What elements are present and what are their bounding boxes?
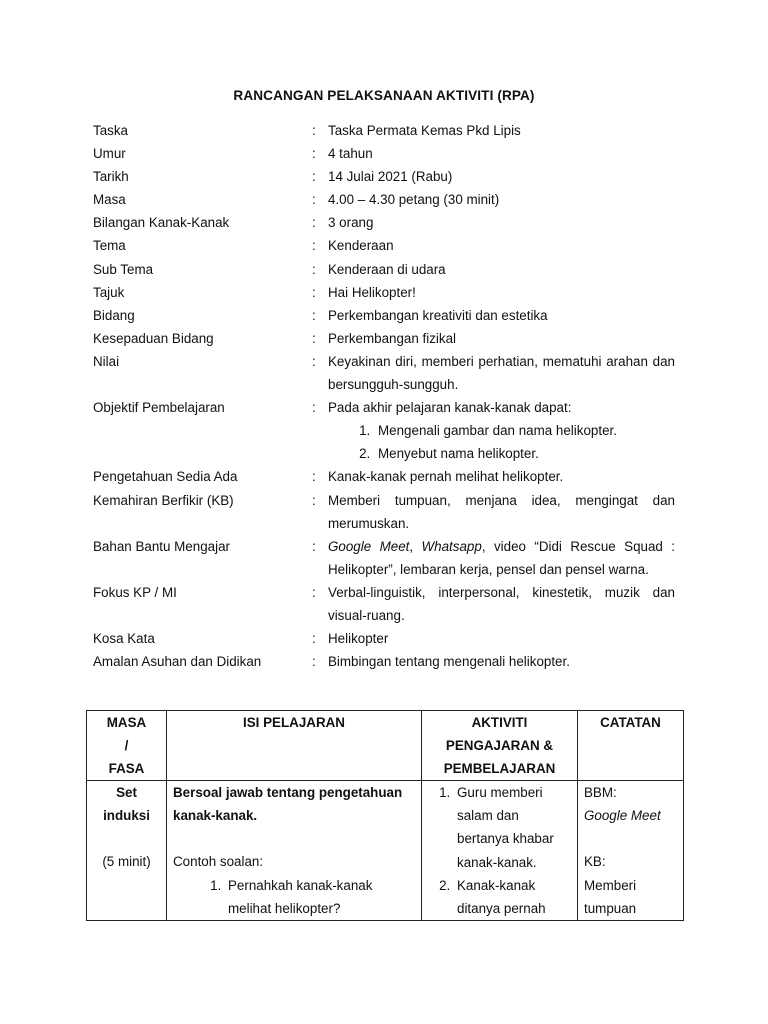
list-item: 1. Guru memberi salam dan bertanya khabar kanak-kanak. [454,781,571,873]
cell-aktiviti [422,781,578,921]
info-row [93,188,675,211]
info-label: Bidang [93,307,135,323]
aktiviti-list [428,781,571,920]
info-label: Tarikh [93,169,129,185]
info-row [93,650,675,673]
info-value: 14 Julai 2021 (Rabu) [328,169,453,185]
info-label: Bahan Bantu Mengajar [93,538,230,554]
info-row [93,627,675,650]
info-value: 3 orang [328,215,374,231]
isi-subheading: Contoh soalan: [173,854,264,870]
list-item: 1. Pernahkah kanak-kanak melihat helikopter? [225,874,415,920]
info-value: Helikopter [328,631,389,647]
info-label: Objektif Pembelajaran [93,400,225,416]
bahan-google-meet: Google Meet [328,538,410,554]
info-colon: : [312,261,316,277]
info-label: Nilai [93,353,120,369]
header-text: / [124,738,129,754]
info-colon: : [312,330,316,346]
list-item: 2. Menyebut nama helikopter. [374,442,675,465]
catatan-kb-value: Memberi tumpuan [584,877,637,916]
cell-fasa [87,781,167,921]
fasa-text: induksi [103,808,150,824]
info-value: Perkembangan kreativiti dan estetika [328,307,548,323]
table-header-row [87,711,684,781]
info-value: Taska Permata Kemas Pkd Lipis [328,123,521,138]
info-value: 4 tahun [328,146,373,162]
info-value: Bimbingan tentang mengenali helikopter. [328,654,570,670]
catatan-bbm-value: Google Meet [584,808,661,824]
header-text: MASA [106,715,147,730]
info-value [328,535,675,581]
header-isi-pelajaran [167,711,422,781]
info-label: Tema [93,238,126,254]
info-value [328,396,675,465]
info-colon: : [312,284,316,300]
info-value: Memberi tumpuan, menjana idea, mengingat dan merumuskan. [328,492,675,531]
objektif-list [328,419,675,465]
info-label: Bilangan Kanak-Kanak [93,215,230,231]
info-row [93,211,675,234]
info-colon: : [312,353,316,369]
info-label: Pengetahuan Sedia Ada [93,469,238,485]
info-row [93,350,675,396]
cell-isi-pelajaran [167,781,422,921]
info-label: Tajuk [93,284,125,300]
catatan-bbm-label: BBM: [584,785,617,801]
info-value: Kanak-kanak pernah melihat helikopter. [328,469,564,485]
info-value: Hai Helikopter! [328,284,416,300]
isi-list [173,874,415,920]
info-colon: : [312,192,316,208]
header-text: PEMBELAJARAN [443,761,556,777]
table-row [87,781,684,921]
header-text: FASA [108,761,145,777]
info-colon: : [312,307,316,323]
header-text: ISI PELAJARAN [243,715,345,730]
header-masa-fasa [87,711,167,781]
info-value: Verbal-linguistik, interpersonal, kinestetik, muzik dan visual-ruang. [328,584,675,623]
info-row [93,258,675,281]
info-colon: : [312,492,316,508]
info-value: 4.00 – 4.30 petang (30 minit) [328,192,500,208]
info-value: Keyakinan diri, memberi perhatian, mematuhi arahan dan bersungguh-sungguh. [328,353,675,393]
info-label: Kosa Kata [93,631,155,647]
objektif-intro: Pada akhir pelajaran kanak-kanak dapat: [328,400,572,416]
info-row [93,119,675,142]
info-colon: : [312,584,316,600]
info-label: Kemahiran Berfikir (KB) [93,492,234,508]
info-row [93,581,675,627]
info-row [93,304,675,327]
info-colon: : [312,123,316,138]
bahan-whatsapp: Whatsapp [421,538,482,554]
fasa-text: Set [116,785,137,801]
lesson-plan-table [86,710,684,921]
info-label: Fokus KP / MI [93,584,177,600]
info-colon: : [312,215,316,231]
masa-text: (5 minit) [102,854,151,870]
info-label: Amalan Asuhan dan Didikan [93,654,262,670]
info-colon: : [312,400,316,416]
info-row [93,142,675,165]
header-catatan [578,711,684,781]
info-row [93,489,675,535]
header-text: CATATAN [600,715,661,730]
bahan-rest: , video “Didi Rescue Squad : Helikopter”, lembaran kerja, pensel dan pensel warna. [328,538,675,577]
info-label: Sub Tema [93,261,154,277]
info-section [93,119,675,673]
info-value: Perkembangan fizikal [328,330,457,346]
document-title: RANCANGAN PELAKSANAAN AKTIVITI (RPA) [233,88,535,103]
info-label: Umur [93,146,126,162]
info-label: Kesepaduan Bidang [93,330,214,346]
info-colon: : [312,169,316,185]
info-colon: : [312,146,316,162]
info-row [93,234,675,257]
info-colon: : [312,238,316,254]
list-item: 2. Kanak-kanak ditanya pernah [454,874,571,920]
info-colon: : [312,654,316,670]
info-row-bahan [93,535,675,581]
cell-catatan [578,781,684,921]
info-colon: : [312,538,316,554]
list-item: 1. Mengenali gambar dan nama helikopter. [374,419,675,442]
info-label: Masa [93,192,126,208]
info-row [93,165,675,188]
isi-heading: Bersoal jawab tentang pengetahuan kanak-kanak. [173,785,403,824]
header-text: PENGAJARAN & [445,738,554,754]
info-row [93,465,675,488]
info-row [93,327,675,350]
info-row [93,281,675,304]
header-text: AKTIVITI [471,715,528,730]
header-aktiviti [422,711,578,781]
info-row-objektif [93,396,675,465]
bahan-separator: , [409,538,422,554]
info-value: Kenderaan di udara [328,261,446,277]
catatan-kb-label: KB: [584,854,606,870]
info-colon: : [312,469,316,485]
info-value: Kenderaan [328,238,394,254]
info-colon: : [312,631,316,647]
info-label: Taska [93,123,128,138]
